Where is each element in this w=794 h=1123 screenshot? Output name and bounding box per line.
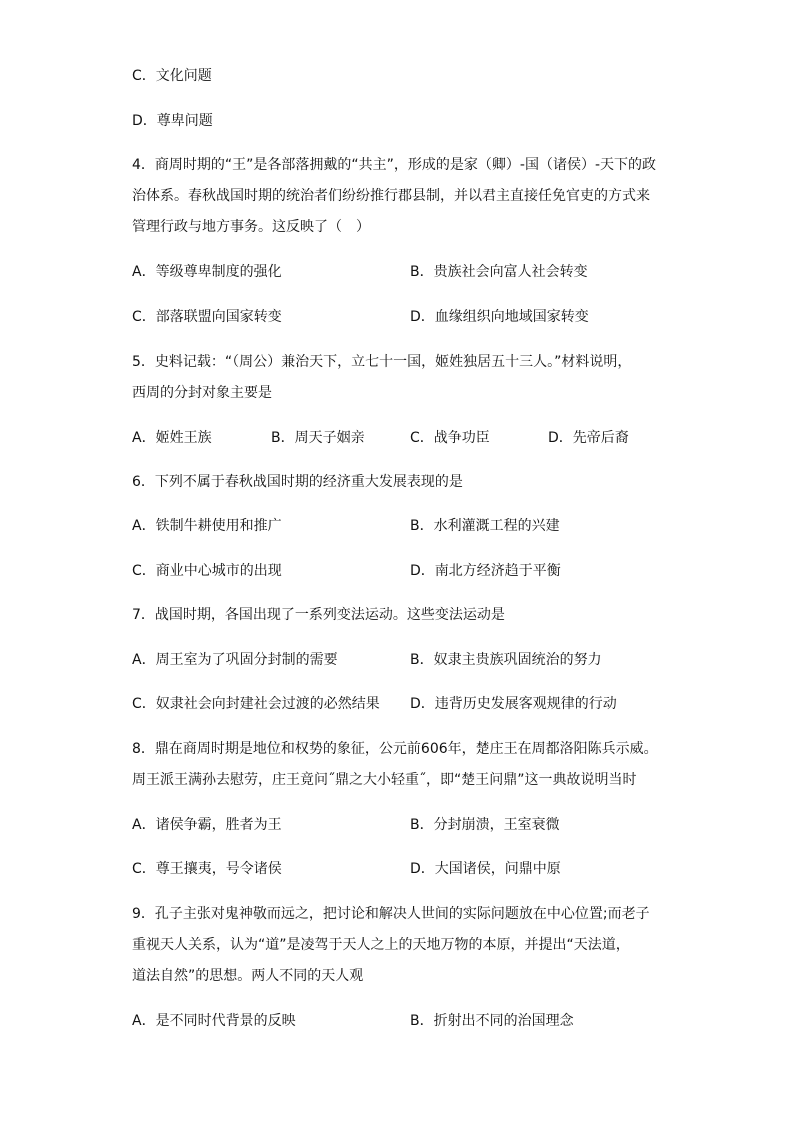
question-6-line-1: 6．下列不属于春秋战国时期的经济重大发展表现的是	[132, 474, 463, 490]
question-7-option-a: A．周王室为了巩固分封制的需要	[132, 652, 338, 668]
question-4-option-a: A．等级尊卑制度的强化	[132, 264, 282, 280]
question-4-line-2: 治体系。春秋战国时期的统治者们纷纷推行郡县制，并以君主直接任免官吏的方式来	[132, 188, 650, 204]
question-8-option-b: B．分封崩溃，王室衰微	[410, 817, 560, 833]
question-4-option-b: B．贵族社会向富人社会转变	[410, 264, 588, 280]
question-8-line-2: 周王派王满孙去慰劳，庄王竟问˝鼎之大小轻重˝，即“楚王问鼎”这一典故说明当时	[132, 772, 637, 788]
question-4-option-d: D．血缘组织向地域国家转变	[410, 309, 589, 325]
question-8-option-a: A．诸侯争霸，胜者为王	[132, 817, 282, 833]
question-4-line-1: 4．商周时期的“王”是各部落拥戴的“共主”，形成的是家（卿）-国（诸侯）-天下的政	[132, 157, 657, 173]
question-6-option-d: D．南北方经济趋于平衡	[410, 563, 561, 579]
question-5-line-2: 西周的分封对象主要是	[132, 385, 272, 401]
question-5-option-b: B．周天子姻亲	[271, 430, 365, 446]
question-8-line-1: 8．鼎在商周时期是地位和权势的象征，公元前606年，楚庄王在周都洛阳陈兵示威。	[132, 741, 658, 757]
question-8-option-c: C．尊王攘夷，号令诸侯	[132, 861, 282, 877]
question-9-line-3: 道法自然”的思想。两人不同的天人观	[132, 968, 364, 984]
question-4-option-c: C．部落联盟向国家转变	[132, 309, 282, 325]
option-d: D．尊卑问题	[132, 113, 213, 129]
question-5-option-c: C．战争功臣	[410, 430, 490, 446]
question-7-option-b: B．奴隶主贵族巩固统治的努力	[410, 652, 602, 668]
question-7-line-1: 7．战国时期，各国出现了一系列变法运动。这些变法运动是	[132, 607, 505, 623]
question-5-option-d: D．先帝后裔	[548, 430, 629, 446]
question-7-option-d: D．违背历史发展客观规律的行动	[410, 696, 617, 712]
question-7-option-c: C．奴隶社会向封建社会过渡的必然结果	[132, 696, 380, 712]
question-9-option-a: A．是不同时代背景的反映	[132, 1013, 296, 1029]
question-6-option-a: A．铁制牛耕使用和推广	[132, 518, 282, 534]
question-6-option-c: C．商业中心城市的出现	[132, 563, 282, 579]
question-9-line-1: 9．孔子主张对鬼神敬而远之，把讨论和解决人世间的实际问题放在中心位置;而老子	[132, 906, 650, 922]
question-6-option-b: B．水利灌溉工程的兴建	[410, 518, 560, 534]
option-c: C．文化问题	[132, 68, 212, 84]
question-8-option-d: D．大国诸侯，问鼎中原	[410, 861, 561, 877]
question-9-line-2: 重视天人关系，认为“道”是凌驾于天人之上的天地万物的本原，并提出“天法道，	[132, 937, 630, 953]
question-9-option-b: B．折射出不同的治国理念	[410, 1013, 574, 1029]
question-5-option-a: A．姬姓王族	[132, 430, 212, 446]
question-5-line-1: 5．史料记载：“（周公）兼治天下，立七十一国，姬姓独居五十三人。”材料说明，	[132, 354, 632, 370]
question-4-line-3: 管理行政与地方事务。这反映了（ ）	[132, 219, 370, 235]
